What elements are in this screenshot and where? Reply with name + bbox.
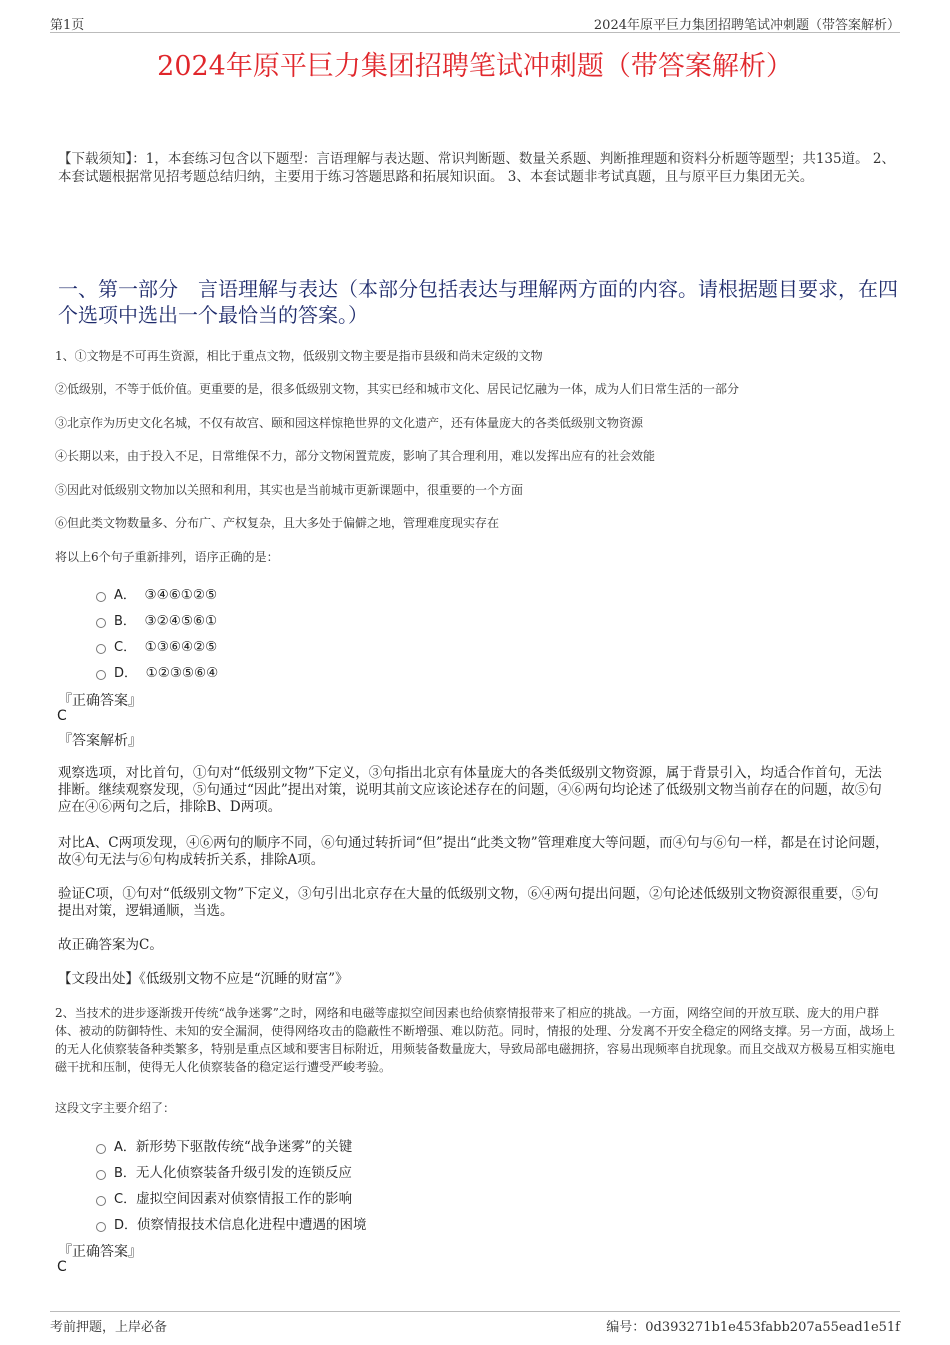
page-header — [50, 8, 900, 33]
q1-option-c[interactable]: C． ①③⑥④②⑤ — [96, 636, 217, 655]
radio-icon[interactable] — [96, 1170, 106, 1180]
q1-line-4: ④长期以来，由于投入不足，日常维保不力，部分文物闲置荒废，影响了其合理利用，难以发挥出应有的社会效能 — [55, 449, 656, 463]
q1-prompt: 将以上6个句子重新排列，语序正确的是： — [55, 550, 279, 564]
header-title: 2024年原平巨力集团招聘笔试冲刺题（带答案解析） — [593, 18, 900, 33]
radio-icon[interactable] — [96, 1196, 106, 1206]
radio-icon[interactable] — [96, 592, 106, 602]
page-footer — [50, 1311, 900, 1342]
radio-icon[interactable] — [96, 644, 106, 654]
q2-option-d[interactable]: D．侦察情报技术信息化进程中遭遇的困境 — [96, 1213, 367, 1233]
page-title: 2024年原平巨力集团招聘笔试冲刺题（带答案解析） — [157, 51, 793, 82]
footer-slogan: 考前押题，上岸必备 — [50, 1320, 168, 1335]
q2-prompt: 这段文字主要介绍了： — [55, 1101, 176, 1115]
footer-id: 编号：0d393271b1e453fabb207a55ead1e51f — [606, 1320, 900, 1335]
q1-option-d[interactable]: D． ①②③⑤⑥④ — [96, 662, 218, 681]
q1-line-2: ②低级别，不等于低价值。更重要的是，很多低级别文物，其实已经和城市文化、居民记忆融为一体，成为人们日常生活的一部分 — [55, 382, 740, 396]
q1-line-5: ⑤因此对低级别文物加以关照和利用，其实也是当前城市更新课题中，很重要的一个方面 — [55, 483, 524, 497]
q1-analysis-2: 对比A、C两项发现，④⑥两句的顺序不同，⑥句通过转折词“但”提出“此类文物”管理难度大等问题，而④句与⑥句一样，都是在讨论问题，故④句无法与⑥句构成转折关系，排除A项。 — [58, 835, 889, 868]
q1-line-1: 1、①文物是不可再生资源，相比于重点文物，低级别文物主要是指市县级和尚未定级的文物 — [55, 349, 543, 363]
page-number: 第1页 — [50, 18, 85, 33]
q1-answer-label: 『正确答案』 — [58, 693, 142, 709]
q1-analysis-label: 『答案解析』 — [58, 733, 142, 749]
radio-icon[interactable] — [96, 670, 106, 680]
download-notice: 【下载须知】：1，本套练习包含以下题型：言语理解与表达题、常识判断题、数量关系题、判断推理题和资料分析题等题型；共135道。 2、本套试题根据常见招考题总结归纳，主要用于练习答题思路和拓展知识面。 3、本套试题非考试真题，且与原平巨力集团无关。 — [58, 151, 895, 185]
q1-analysis-4: 故正确答案为C。 — [58, 937, 163, 953]
radio-icon[interactable] — [96, 1144, 106, 1154]
section-heading: 一、第一部分 言语理解与表达（本部分包括表达与理解两方面的内容。请根据题目要求，在四个选项中选出一个最恰当的答案。） — [58, 277, 898, 327]
q2-stem: 2、当技术的进步逐渐拨开传统“战争迷雾”之时，网络和电磁等虚拟空间因素也给侦察情报带来了相应的挑战。一方面，网络空间的开放互联、庞大的用户群体、被动的防御特性、未知的安全漏洞，使得网络攻击的隐蔽性不断增强、难以防范。同时，情报的处理、分发离不开安全稳定的网络支撑。另一方面，战场上的无人化侦察装备种类繁多，特别是重点区域和要害目标附近，用频装备数量庞大，导致局部电磁拥挤，容易出现频率自扰现象。而且交战双方极易互相实施电磁干扰和压制，使得无人化侦察装备的稳定运行遭受严峻考验。 — [55, 1006, 896, 1074]
q1-option-b[interactable]: B． ③②④⑤⑥① — [96, 610, 217, 629]
radio-icon[interactable] — [96, 1222, 106, 1232]
q2-answer: C — [57, 1259, 67, 1275]
q1-option-a[interactable]: A． ③④⑥①②⑤ — [96, 584, 217, 603]
q2-option-c[interactable]: C．虚拟空间因素对侦察情报工作的影响 — [96, 1187, 352, 1207]
radio-icon[interactable] — [96, 618, 106, 628]
q1-line-6: ⑥但此类文物数量多、分布广、产权复杂，且大多处于偏僻之地，管理难度现实存在 — [55, 516, 500, 530]
q1-analysis-3: 验证C项，①句对“低级别文物”下定义，③句引出北京存在大量的低级别文物，⑥④两句提出问题，②句论述低级别文物资源很重要，⑤句提出对策，逻辑通顺，当选。 — [58, 886, 879, 919]
q2-option-a[interactable]: A．新形势下驱散传统“战争迷雾”的关键 — [96, 1135, 352, 1155]
q2-answer-label: 『正确答案』 — [58, 1244, 142, 1260]
q1-answer: C — [57, 708, 67, 724]
q1-line-3: ③北京作为历史文化名城，不仅有故宫、颐和园这样惊艳世界的文化遗产，还有体量庞大的各类低级别文物资源 — [55, 416, 644, 430]
q1-analysis-1: 观察选项，对比首句，①句对“低级别文物”下定义，③句指出北京有体量庞大的各类低级别文物资源，属于背景引入，均适合作首句，无法排断。继续观察发现，⑤句通过“因此”提出对策，说明其前文应该论述存在的问题，④⑥两句均论述了低级别文物当前存在的问题，故⑤句应在④⑥两句之后，排除B、D两项。 — [58, 765, 882, 815]
q2-option-b[interactable]: B．无人化侦察装备升级引发的连锁反应 — [96, 1161, 352, 1181]
q1-source: 【文段出处】《低级别文物不应是“沉睡的财富”》 — [58, 971, 349, 987]
